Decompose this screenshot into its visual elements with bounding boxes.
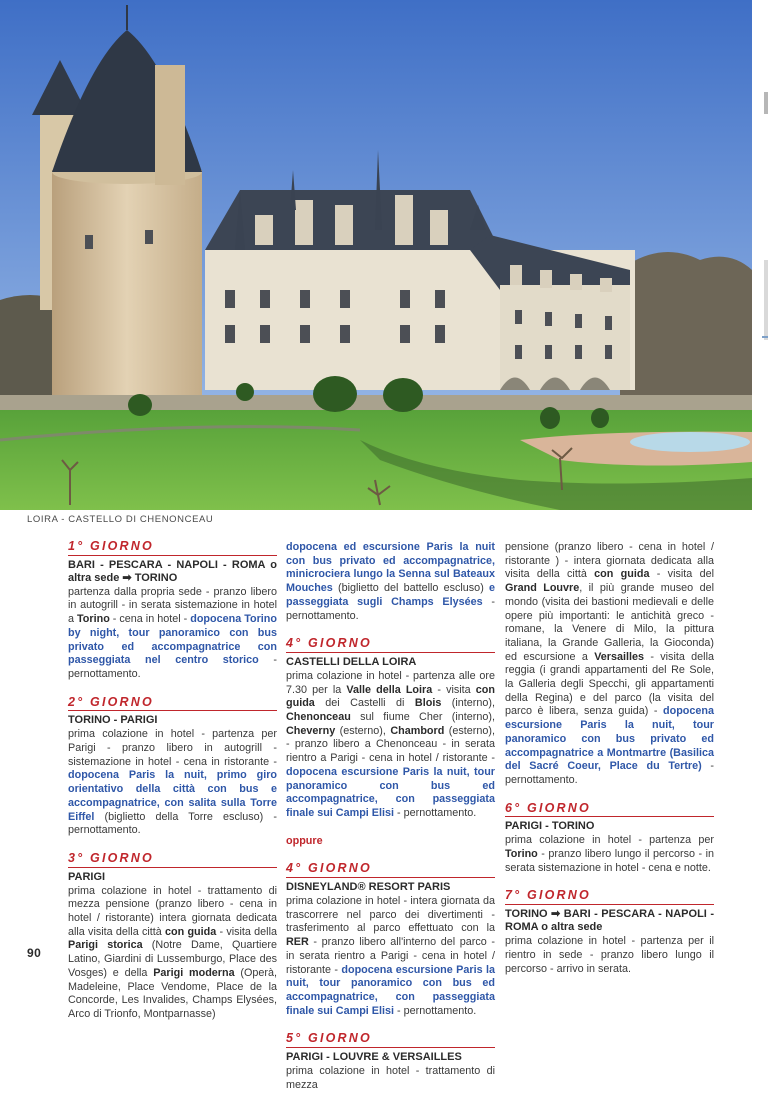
text-run: RER (286, 936, 309, 949)
text-run: (interno), (441, 697, 496, 710)
column-1 (68, 540, 277, 1022)
text-run: - pernottamento. (286, 595, 495, 622)
text-run: e passeggiata sugli Champs Elysées (286, 582, 495, 608)
day-description-continued (505, 541, 714, 788)
text-run: , il più grande museo del mondo (visita dei bastioni medievali e delle opere più importanti: le antichità greco - romane, la Venere di Milo, la pittura italiana, la Grande Galleria, la Gioconda) ed escursione a (505, 582, 714, 663)
text-run: prima colazione in hotel - trattamento di mezza pensione (pranzo libero - cena in hotel / ristorante) intera giornata dedicata alla visita della città (68, 884, 277, 938)
day-heading: 6° GIORNO (505, 802, 714, 818)
day-description (286, 895, 495, 1018)
day-heading: 2° GIORNO (68, 696, 277, 712)
text-run: - pranzo libero all'interno del parco - in serata rientro a Parigi - cena in hotel / ristorante - (286, 936, 495, 976)
text-run: Parigi moderna (153, 966, 235, 979)
text-run: dei Castelli di (314, 697, 415, 710)
text-run: prima colazione in hotel - intera giornata da trascorrere nel parco dei divertimenti - trasferimento al parco effettuato con la (286, 895, 495, 935)
text-run: Parigi storica (68, 939, 143, 952)
text-run: partenza dalla propria sede - pranzo libero in autogrill - in serata sistemazione in hotel a (68, 585, 277, 626)
text-run: Blois (414, 697, 442, 710)
text-run: (esterno), (335, 724, 391, 737)
castle-photo (0, 0, 752, 510)
day-description (286, 670, 495, 821)
day-heading: 7° GIORNO (505, 889, 714, 905)
edge-tab (752, 0, 768, 510)
day-description (68, 728, 277, 838)
column-3 (505, 540, 714, 976)
day-title: TORINO - PARIGI (68, 714, 158, 727)
text-run: - visita del (649, 568, 714, 581)
edge-marker (762, 336, 768, 338)
page-number: 90 (27, 946, 42, 960)
text-run: Chenonceau (286, 711, 351, 724)
day-heading: 4° GIORNO (286, 862, 495, 878)
text-run: dopocena escursione Paris la nuit, tour panoramico con bus privato ed accompagnatrice a Montmartre (Basilica del Sacré Coeur, Place du Tertre) (505, 705, 714, 773)
text-run: dopocena Torino by night, tour panoramico con bus privato ed accompagnatrice con passeggiata nel centro storico (68, 613, 277, 667)
text-run: sul fiume Cher (interno), (350, 711, 495, 724)
text-run: (biglietto del battello escluso) (332, 582, 489, 595)
text-run: - pernottamento. (394, 1004, 477, 1017)
text-run: con guida (286, 683, 495, 710)
text-run: prima colazione in hotel - partenza per Parigi - pranzo libero in autogrill - sistemazione in hotel - cena in ristorante - (68, 728, 277, 768)
text-run: Valle della Loira (346, 683, 433, 696)
text-run: - visita della reggia (i grandi appartamenti del Re Sole, la Galleria degli Specchi, gli appartamenti della Regina) e del parco (la visita del parco è libera, senza guida) - (505, 650, 714, 718)
text-run: (Operà, Madeleine, Place Vendome, Place de la Concorde, Les Invalides, Champs Elysées, Arco di Trionfo, Montparnasse) (68, 966, 277, 1020)
day-description (68, 586, 277, 682)
text-run: - visita (432, 683, 476, 696)
day-title: PARIGI - TORINO (505, 820, 595, 833)
day-description (68, 885, 277, 1022)
photo-caption: LOIRA - CASTELLO DI CHENONCEAU (27, 514, 214, 525)
day-title: BARI - PESCARA - NAPOLI - ROMA o altra sede ➡ TORINO (68, 558, 277, 584)
day-description (505, 834, 714, 875)
day-title: DISNEYLAND® RESORT PARIS (286, 881, 451, 894)
text-run: Chambord (390, 724, 445, 737)
day-title: TORINO ➡ BARI - PESCARA - NAPOLI - ROMA o altra sede (505, 908, 714, 934)
day-title: PARIGI (68, 870, 106, 883)
text-run: - visita della (216, 925, 277, 938)
text-run: Versailles (594, 650, 645, 663)
text-run: pensione (pranzo libero - cena in hotel / ristorante ) - intera giornata dedicata alla visita della città (505, 541, 714, 581)
text-run: (biglietto della Torre escluso) - pernottamento. (68, 810, 277, 837)
text-run: - pernottamento. (68, 654, 277, 680)
day-heading: 5° GIORNO (286, 1032, 495, 1048)
column-2 (286, 540, 495, 1093)
text-run: dopocena ed escursione Paris la nuit con bus privato ed accompagnatrice, minicrociera lungo la Senna sul Bateaux Mouches (286, 541, 495, 595)
text-run: - pernottamento. (394, 806, 477, 819)
text-run: prima colazione in hotel - partenza per (505, 834, 714, 847)
text-run: Cheverny (286, 724, 336, 737)
text-run: dopocena Paris la nuit, primo giro orientativo della città con bus e accompagnatrice, con salita sulla Torre Eiffel (68, 769, 277, 823)
text-run: dopocena escursione Paris la nuit, tour panoramico con bus ed accompagnatrice, con passeggiata finale sui Campi Elisi (286, 963, 495, 1017)
day-heading: 4° GIORNO (286, 637, 495, 653)
text-run: (Notre Dame, Quartiere Latino, Giardini di Lussemburgo, Place des Vosges) e della (68, 939, 277, 979)
day-description (505, 935, 714, 976)
text-run: con guida (165, 925, 217, 938)
text-run: Torino (505, 848, 538, 861)
edge-marker (764, 260, 768, 340)
text-run: - pernottamento. (505, 760, 714, 786)
text-run: Grand Louvre (505, 582, 580, 595)
text-run: prima colazione in hotel - trattamento di mezza (286, 1065, 495, 1091)
text-run: - cena in hotel - (109, 613, 191, 626)
day-heading: 1° GIORNO (68, 540, 277, 556)
text-run: dopocena escursione Paris la nuit, tour panoramico con bus ed accompagnatrice, con passeggiata finale sui Campi Elisi (286, 765, 495, 819)
day-description (286, 1065, 495, 1092)
text-run: (esterno), - pranzo libero a Chenonceau - in serata rientro a Parigi - cena in hotel / ristorante - (286, 724, 496, 765)
text-run: Torino (77, 613, 110, 626)
day-description-continued (286, 541, 495, 623)
text-run: - pranzo libero lungo il percorso - in serata sistemazione in hotel - cena e notte. (505, 848, 714, 874)
text-run: prima colazione in hotel - partenza per il rientro in sede - pranzo libero lungo il percorso - arrivo in serata. (505, 935, 714, 975)
day-title: PARIGI - LOUVRE & VERSAILLES (286, 1051, 462, 1064)
text-run: con guida (594, 568, 650, 581)
text-run: prima colazione in hotel - partenza alle ore 7.30 per la (286, 669, 495, 696)
chenonceau-castle-image (0, 0, 752, 510)
edge-marker (764, 92, 768, 114)
day-title: CASTELLI DELLA LOIRA (286, 655, 417, 668)
day-heading: 3° GIORNO (68, 852, 277, 868)
oppure-label: oppure (286, 834, 323, 847)
